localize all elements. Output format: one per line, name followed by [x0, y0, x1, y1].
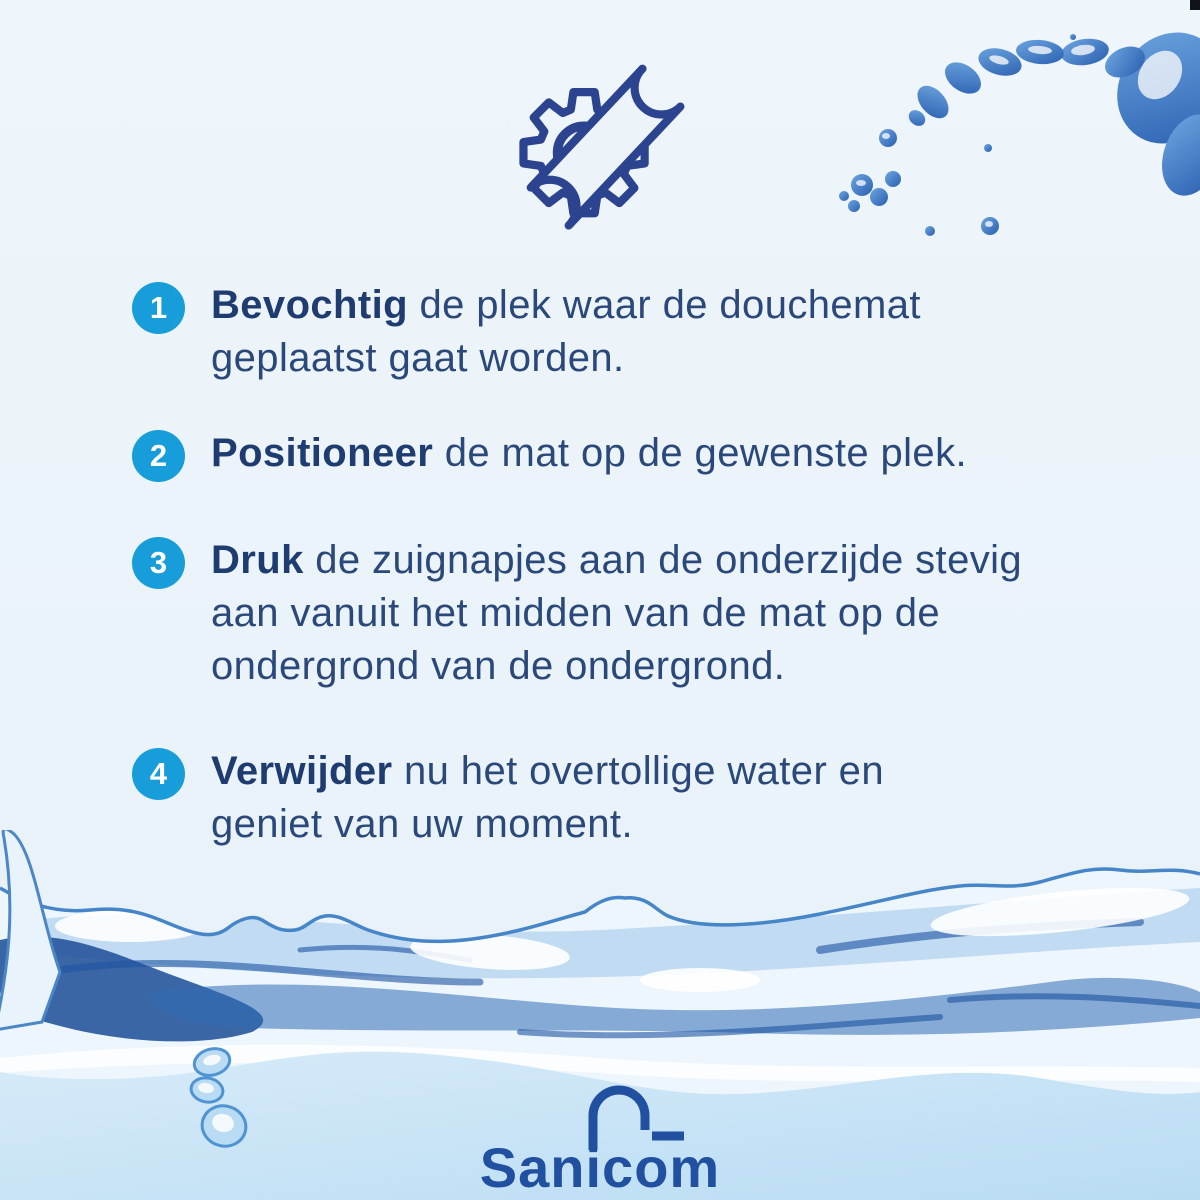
step-text [211, 534, 1023, 693]
step-keyword: Positioneer [211, 431, 434, 475]
step-description: de zuignapjes aan de onderzijde stevig aan vanuit het midden van de mat op de ondergrond van de ondergrond. [211, 538, 1023, 688]
brand-logo [470, 1082, 730, 1197]
step-number-badge: 2 [132, 430, 185, 482]
step-text [211, 427, 967, 480]
step-keyword: Bevochtig [211, 283, 408, 327]
step-description: nu het overtollige water en geniet van uw moment. [211, 749, 884, 846]
step-keyword: Verwijder [211, 749, 393, 793]
step-row-2 [132, 430, 967, 482]
step-number-badge: 1 [132, 282, 185, 334]
water-splash-image [800, 0, 1200, 262]
brand-text: Sanicom [479, 1136, 721, 1197]
step-number-badge: 3 [132, 537, 185, 589]
step-number-badge: 4 [132, 748, 185, 800]
step-keyword: Druk [211, 538, 304, 582]
step-description: de mat op de gewenste plek. [433, 431, 967, 475]
step-text [211, 279, 1011, 385]
corner-mark [1190, 0, 1200, 10]
step-row-3 [132, 537, 1023, 693]
step-description: de plek waar de douchemat geplaatst gaat worden. [211, 283, 921, 380]
step-row-1 [132, 282, 1011, 385]
gear-wrench-icon [500, 48, 705, 238]
